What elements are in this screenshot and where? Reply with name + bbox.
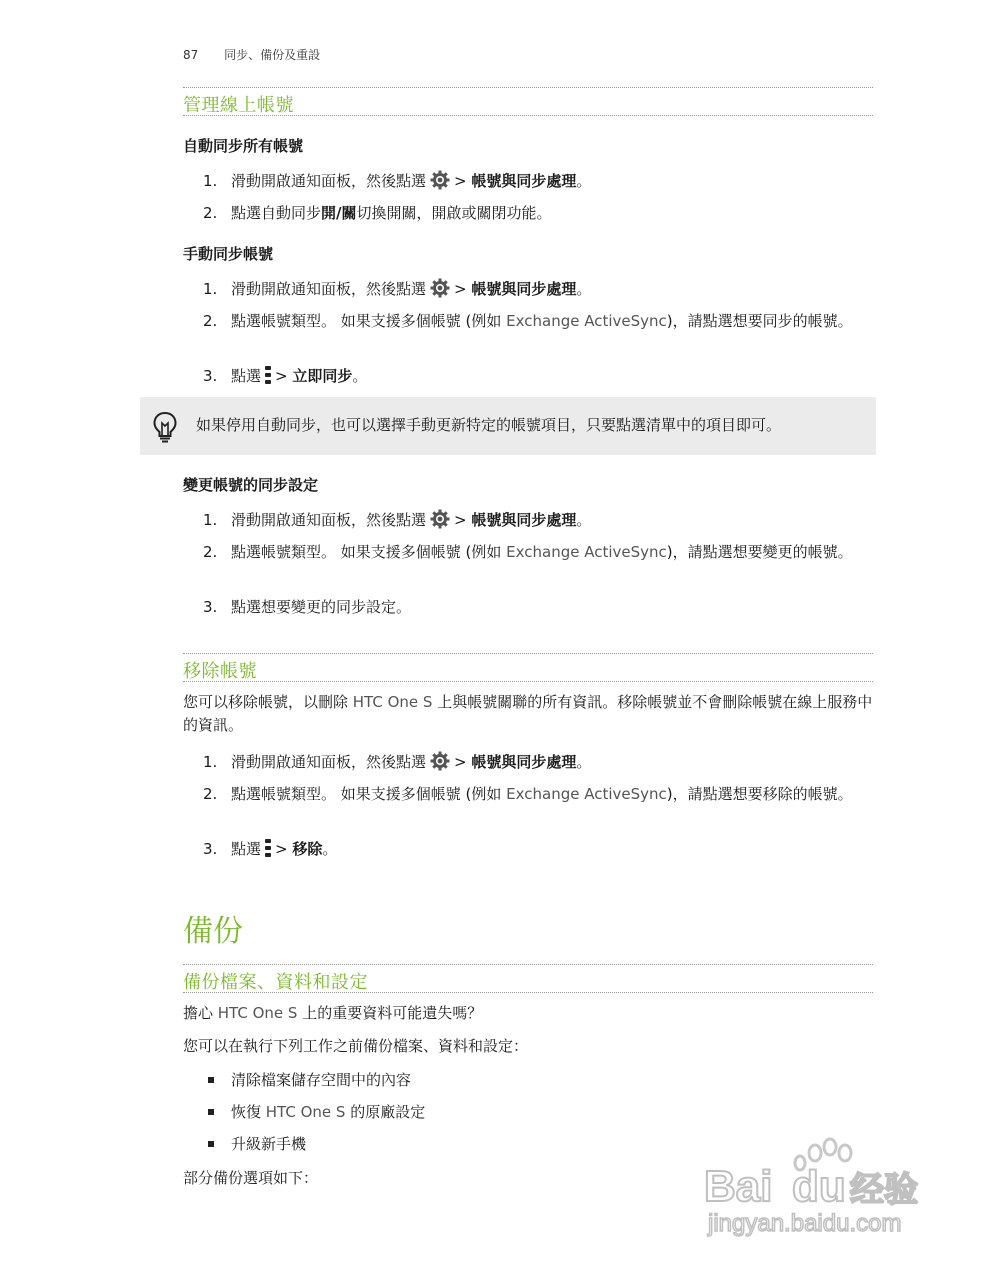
watermark-url: jingyan.baidu.com [708, 1210, 902, 1237]
step-text: 點選 [231, 840, 262, 858]
section-divider [183, 992, 873, 993]
step-number: 2. [203, 204, 218, 222]
bullet-text-part: 的原廠設定 [345, 1103, 426, 1121]
step-text: 。 [576, 753, 592, 771]
step-text: )，請點選想要同步的帳號。 [666, 312, 853, 330]
menu-item-accounts-sync: 帳號與同步處理 [471, 511, 577, 529]
step-text: > [275, 840, 288, 858]
device-name: HTC One S [217, 1004, 298, 1022]
step-text: > [275, 367, 288, 385]
section-divider [183, 115, 873, 116]
page-header [183, 46, 320, 63]
step-number: 3. [203, 598, 218, 616]
bullet-marker [208, 1109, 214, 1115]
step-text: 點選帳號類型。 如果支援多個帳號 (例如 [231, 785, 507, 803]
step-text: 滑動開啟通知面板，然後點選 [231, 511, 427, 529]
chapter-heading-backup: 備份 [183, 914, 243, 949]
step-text: > [454, 511, 467, 529]
step-text-english: Exchange ActiveSync [506, 312, 667, 330]
chapter-title: 同步、備份及重設 [224, 48, 321, 62]
watermark-brand: Bai [704, 1162, 773, 1211]
step-text: 滑動開啟通知面板，然後點選 [231, 753, 427, 771]
backup-lead: 您可以在執行下列工作之前備份檔案、資料和設定： [183, 1037, 529, 1055]
step-number: 2. [203, 785, 218, 803]
watermark-brand-2: du [792, 1162, 846, 1211]
step-number: 3. [203, 367, 218, 385]
subheading-change-sync: 變更帳號的同步設定 [183, 476, 319, 494]
page-number: 87 [183, 48, 199, 62]
step-number: 3. [203, 840, 218, 858]
menu-item-accounts-sync: 帳號與同步處理 [471, 280, 577, 298]
step-text: 。 [576, 172, 592, 190]
step-number: 1. [203, 753, 218, 771]
paragraph-text: 上與帳號關聯的所有資訊。移除帳號並不會刪除帳號在線上服務中的資訊。 [183, 693, 873, 734]
section-divider [183, 87, 873, 88]
settings-gear-icon [430, 278, 450, 298]
step-text: > [454, 280, 467, 298]
step-number: 2. [203, 312, 218, 330]
subheading-auto-sync: 自動同步所有帳號 [183, 137, 304, 155]
step-number: 1. [203, 172, 218, 190]
lightbulb-icon [152, 411, 178, 443]
step-number: 2. [203, 543, 218, 561]
step-text: 。 [576, 511, 592, 529]
toggle-label-on-off: 開/關 [321, 204, 357, 222]
backup-options-line: 部分備份選項如下： [183, 1169, 319, 1187]
paragraph-text: 您可以移除帳號，以刪除 [183, 693, 353, 711]
more-vertical-icon [265, 366, 271, 384]
step-text: > [454, 172, 467, 190]
section-title-remove: 移除帳號 [183, 661, 257, 682]
step-text: 。 [576, 280, 592, 298]
menu-item-accounts-sync: 帳號與同步處理 [471, 172, 577, 190]
step-text: 點選想要變更的同步設定。 [231, 598, 412, 616]
device-name: HTC One S [352, 693, 433, 711]
step-text: 。 [322, 840, 338, 858]
step-text: )，請點選想要移除的帳號。 [666, 785, 853, 803]
backup-question [183, 1002, 883, 1025]
step-text-english: Exchange ActiveSync [506, 785, 667, 803]
remove-intro-paragraph [183, 691, 883, 737]
bullet-text-part: 恢復 [231, 1103, 266, 1121]
menu-item-remove: 移除 [292, 840, 323, 858]
step-text: > [454, 753, 467, 771]
step-text: 點選自動同步 [231, 204, 322, 222]
section-divider [183, 681, 873, 682]
section-divider [183, 653, 873, 654]
section-title-backup-files: 備份檔案、資料和設定 [183, 972, 368, 993]
paragraph-text: 擔心 [183, 1004, 218, 1022]
step-text: )，請點選想要變更的帳號。 [666, 543, 853, 561]
menu-item-sync-now: 立即同步 [292, 367, 353, 385]
step-text: 滑動開啟通知面板，然後點選 [231, 172, 427, 190]
paragraph-text: 上的重要資料可能遺失嗎？ [297, 1004, 483, 1022]
settings-gear-icon [430, 751, 450, 771]
step-text: 點選帳號類型。 如果支援多個帳號 (例如 [231, 543, 507, 561]
settings-gear-icon [430, 509, 450, 529]
step-number: 1. [203, 280, 218, 298]
step-text: 點選 [231, 367, 262, 385]
settings-gear-icon [430, 170, 450, 190]
bullet-text [231, 1101, 425, 1124]
step-text: 滑動開啟通知面板，然後點選 [231, 280, 427, 298]
step-text-english: Exchange ActiveSync [506, 543, 667, 561]
bullet-marker [208, 1077, 214, 1083]
device-name: HTC One S [265, 1103, 346, 1121]
bullet-text: 清除檔案儲存空間中的內容 [231, 1071, 412, 1089]
step-text: 切換開關，開啟或關閉功能。 [356, 204, 552, 222]
watermark-cn: 经验 [850, 1170, 918, 1210]
section-divider [183, 964, 873, 965]
menu-item-accounts-sync: 帳號與同步處理 [471, 753, 577, 771]
baidu-jingyan-watermark [700, 1135, 940, 1245]
step-number: 1. [203, 511, 218, 529]
step-text: 點選帳號類型。 如果支援多個帳號 (例如 [231, 312, 507, 330]
tip-text: 如果停用自動同步，也可以選擇手動更新特定的帳號項目，只要點選清單中的項目即可。 [196, 416, 782, 434]
bullet-marker [208, 1141, 214, 1147]
subheading-manual-sync: 手動同步帳號 [183, 245, 274, 263]
section-title-manage: 管理線上帳號 [183, 95, 294, 116]
tip-box [140, 397, 876, 455]
step-text: 。 [352, 367, 368, 385]
bullet-text: 升級新手機 [231, 1135, 307, 1153]
more-vertical-icon [265, 839, 271, 857]
